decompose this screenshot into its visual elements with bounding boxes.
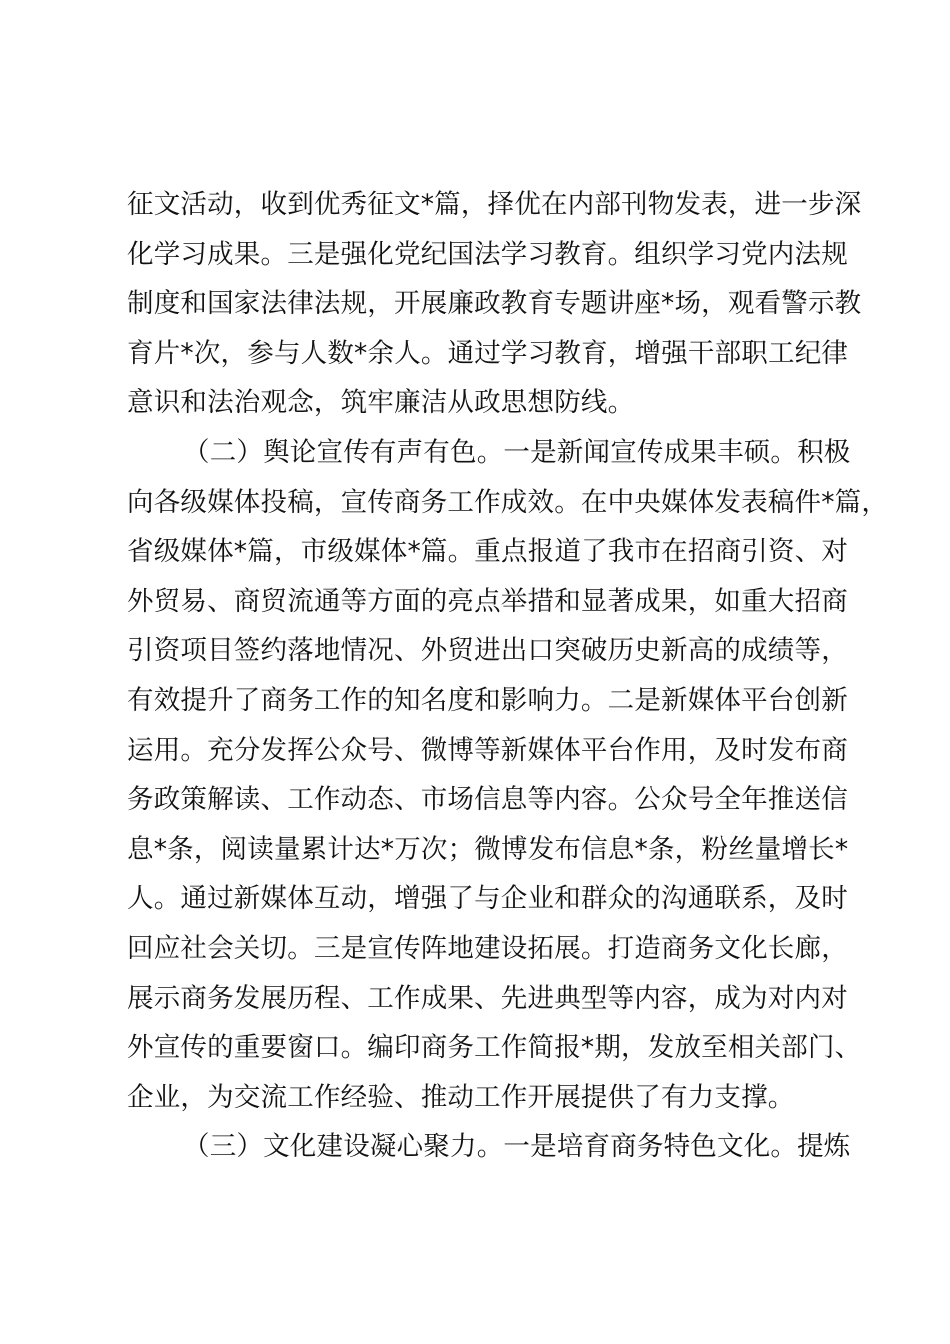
section-heading-line: （二）舆论宣传有声有色。一是新闻宣传成果丰硕。积极	[183, 436, 851, 468]
text-line: 有效提升了商务工作的知名度和影响力。二是新媒体平台创新	[127, 684, 848, 716]
text-line: 企业，为交流工作经验、推动工作开展提供了有力支撑。	[127, 1081, 795, 1113]
text-line: 外贸易、商贸流通等方面的亮点举措和显著成果，如重大招商	[127, 585, 848, 617]
text-line: 育片*次，参与人数*余人。通过学习教育，增强干部职工纪律	[127, 337, 849, 369]
text-line: 人。通过新媒体互动，增强了与企业和群众的沟通联系，及时	[127, 883, 848, 915]
text-line: 征文活动，收到优秀征文*篇，择优在内部刊物发表，进一步深	[127, 189, 862, 220]
text-line: 展示商务发展历程、工作成果、先进典型等内容，成为对内对	[127, 982, 848, 1014]
text-line: 运用。充分发挥公众号、微博等新媒体平台作用，及时发布商	[127, 734, 848, 766]
text-line: 息*条，阅读量累计达*万次；微博发布信息*条，粉丝量增长*	[127, 833, 849, 865]
text-line: 向各级媒体投稿，宣传商务工作成效。在中央媒体发表稿件*篇，	[127, 486, 889, 518]
text-line: 引资项目签约落地情况、外贸进出口突破历史新高的成绩等，	[127, 635, 848, 667]
text-line: 务政策解读、工作动态、市场信息等内容。公众号全年推送信	[127, 784, 848, 816]
section-heading-line: （三）文化建设凝心聚力。一是培育商务特色文化。提炼	[183, 1131, 851, 1163]
body-text	[127, 180, 889, 1172]
text-line: 化学习成果。三是强化党纪国法学习教育。组织学习党内法规	[127, 238, 848, 270]
text-line: 制度和国家法律法规，开展廉政教育专题讲座*场，观看警示教	[127, 288, 862, 320]
text-line: 外宣传的重要窗口。编印商务工作简报*期，发放至相关部门、	[127, 1032, 862, 1064]
text-line: 省级媒体*篇，市级媒体*篇。重点报道了我市在招商引资、对	[127, 536, 849, 568]
text-line: 意识和法治观念，筑牢廉洁从政思想防线。	[127, 387, 635, 419]
text-line: 回应社会关切。三是宣传阵地建设拓展。打造商务文化长廊，	[127, 932, 848, 964]
